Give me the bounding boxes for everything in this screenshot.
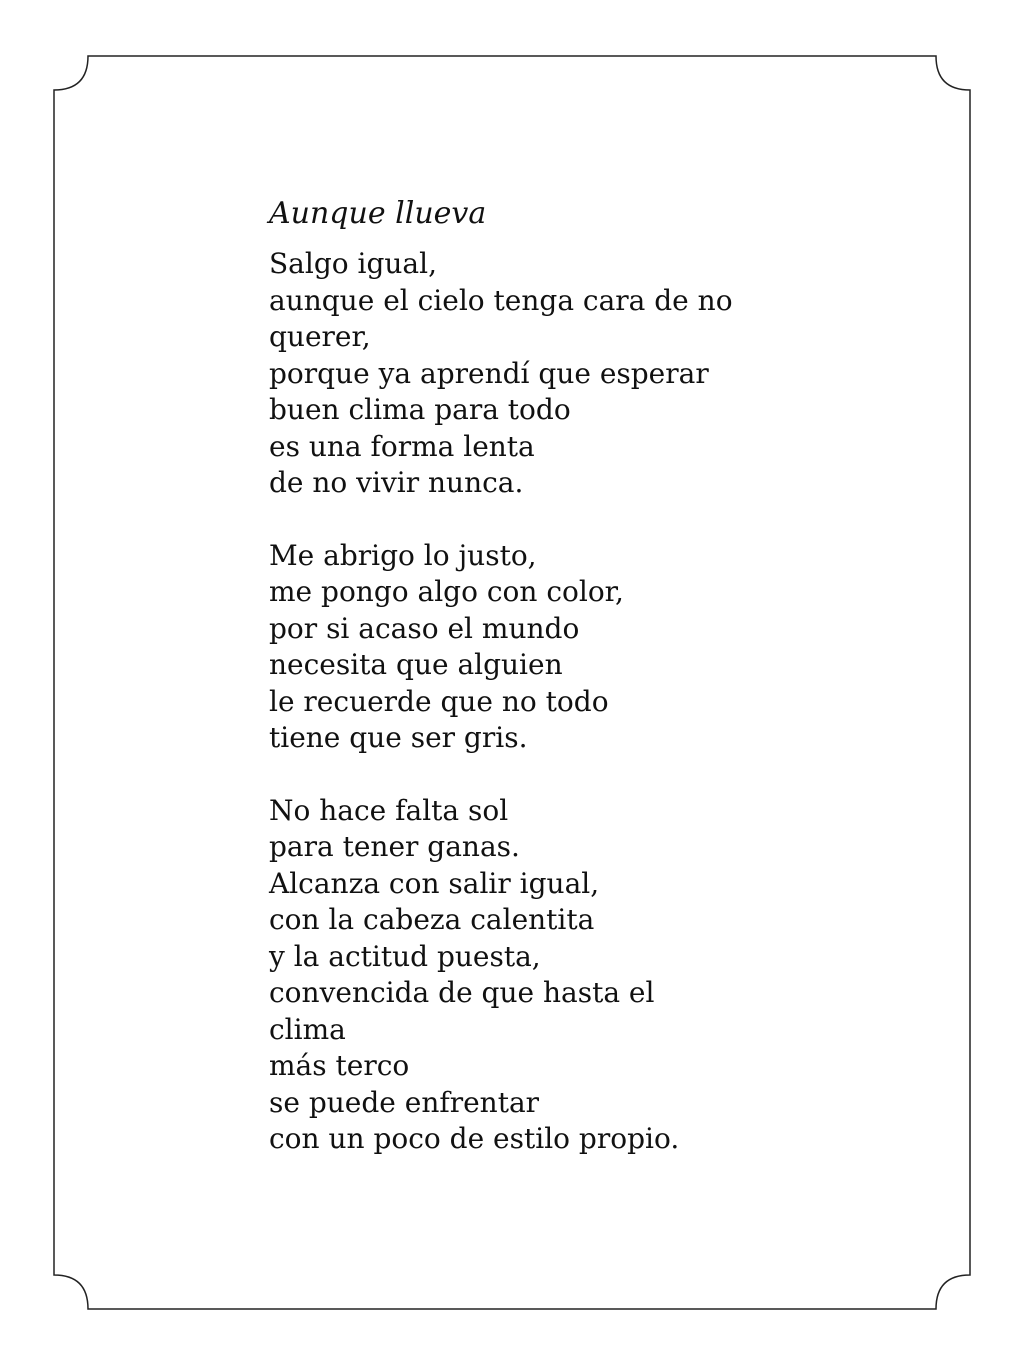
poem-line: de no vivir nunca.	[269, 466, 524, 499]
poem-line: clima	[269, 1012, 346, 1046]
poem-line: le recuerde que no todo	[269, 684, 609, 718]
poem-line: buen clima para todo	[269, 393, 571, 426]
poem-line: se puede enfrentar	[269, 1085, 540, 1119]
poem-line: tiene que ser gris.	[269, 721, 528, 754]
poem-line: necesita que alguien	[269, 648, 563, 681]
stanza-1	[269, 246, 909, 502]
poem-line: por si acaso el mundo	[269, 611, 580, 645]
poem-line: me pongo algo con color,	[269, 575, 624, 608]
poem-line: aunque el cielo tenga cara de no	[269, 283, 733, 317]
poem-line: Salgo igual,	[269, 247, 437, 280]
poem-line: para tener ganas.	[269, 830, 520, 863]
poem-line: porque ya aprendí que esperar	[269, 356, 709, 390]
poem-line: más terco	[269, 1049, 410, 1082]
poem-line: Alcanza con salir igual,	[269, 866, 600, 900]
poem-line: con la cabeza calentita	[269, 903, 595, 936]
poem-line: No hace falta sol	[269, 793, 509, 827]
stanza-3	[269, 793, 909, 1158]
poem-title: Aunque llueva	[269, 196, 487, 231]
poem-line: con un poco de estilo propio.	[269, 1122, 680, 1155]
poem-line: y la actitud puesta,	[269, 939, 541, 973]
poem-line: convencida de que hasta el	[269, 976, 655, 1009]
poem-line: Me abrigo lo justo,	[269, 538, 537, 572]
poem-line: querer,	[269, 320, 371, 353]
stanza-2	[269, 538, 909, 757]
poem-line: es una forma lenta	[269, 429, 535, 463]
poem	[269, 194, 909, 1158]
